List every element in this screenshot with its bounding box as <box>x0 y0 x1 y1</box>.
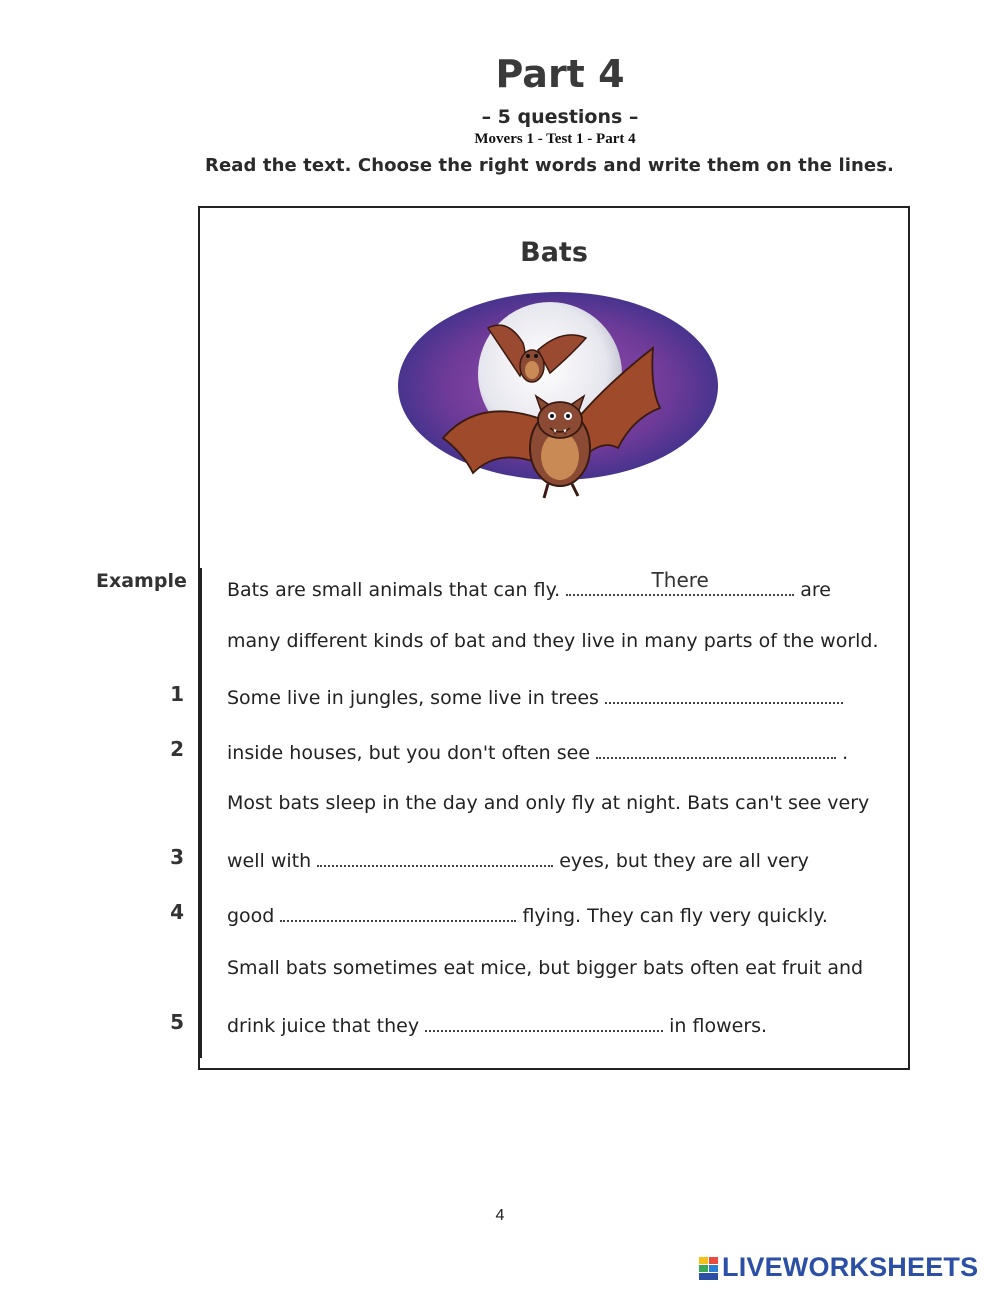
passage-line-q4 <box>227 902 828 927</box>
question-number: 1 <box>170 682 184 706</box>
question-number: 2 <box>170 737 184 761</box>
line-text-after: flying. They can fly very quickly. <box>522 905 828 927</box>
line-text: good <box>227 905 275 927</box>
line-text: Bats are small animals that can fly. <box>227 579 561 601</box>
line-text: inside houses, but you don't often see <box>227 742 591 764</box>
example-answer-blank <box>566 568 794 596</box>
test-reference: Movers 1 - Test 1 - Part 4 <box>474 131 636 147</box>
passage-line: many different kinds of bat and they live in many parts of the world. <box>227 630 879 652</box>
passage-line-q5 <box>227 1012 767 1037</box>
line-text-after: . <box>842 742 849 764</box>
answer-blank-1[interactable] <box>605 684 843 704</box>
example-label: Example <box>96 570 187 592</box>
passage-line-example <box>227 568 831 601</box>
question-number: 3 <box>170 845 184 869</box>
liveworksheets-logo-icon <box>698 1254 720 1284</box>
line-text: well with <box>227 850 312 872</box>
passage-line-q2 <box>227 739 848 764</box>
question-number: 5 <box>170 1010 184 1034</box>
line-text-after: are <box>800 579 831 601</box>
page-title: Part 4 <box>495 52 625 96</box>
example-answer: There <box>651 568 709 592</box>
line-text-after: in flowers. <box>669 1015 768 1037</box>
answer-blank-2[interactable] <box>596 739 836 759</box>
bats-moon-illustration <box>388 288 728 514</box>
passage-line-q1 <box>227 684 843 709</box>
margin-divider <box>200 568 202 1058</box>
question-number: 4 <box>170 900 184 924</box>
question-count: – 5 questions – <box>481 106 639 128</box>
line-text: Some live in jungles, some live in trees <box>227 687 599 709</box>
page-number: 4 <box>495 1207 505 1224</box>
answer-blank-3[interactable] <box>317 847 553 867</box>
instructions: Read the text. Choose the right words and write them on the lines. <box>205 155 894 176</box>
passage-title: Bats <box>520 237 588 268</box>
answer-blank-5[interactable] <box>425 1012 663 1032</box>
line-text-after: eyes, but they are all very <box>559 850 809 872</box>
passage-line: Small bats sometimes eat mice, but bigger bats often eat fruit and <box>227 957 864 979</box>
passage-line: Most bats sleep in the day and only fly at night. Bats can't see very <box>227 792 870 814</box>
line-text: drink juice that they <box>227 1015 420 1037</box>
brand-name[interactable]: LIVEWORKSHEETS <box>722 1252 979 1282</box>
passage-line-q3 <box>227 847 809 872</box>
answer-blank-4[interactable] <box>280 902 516 922</box>
